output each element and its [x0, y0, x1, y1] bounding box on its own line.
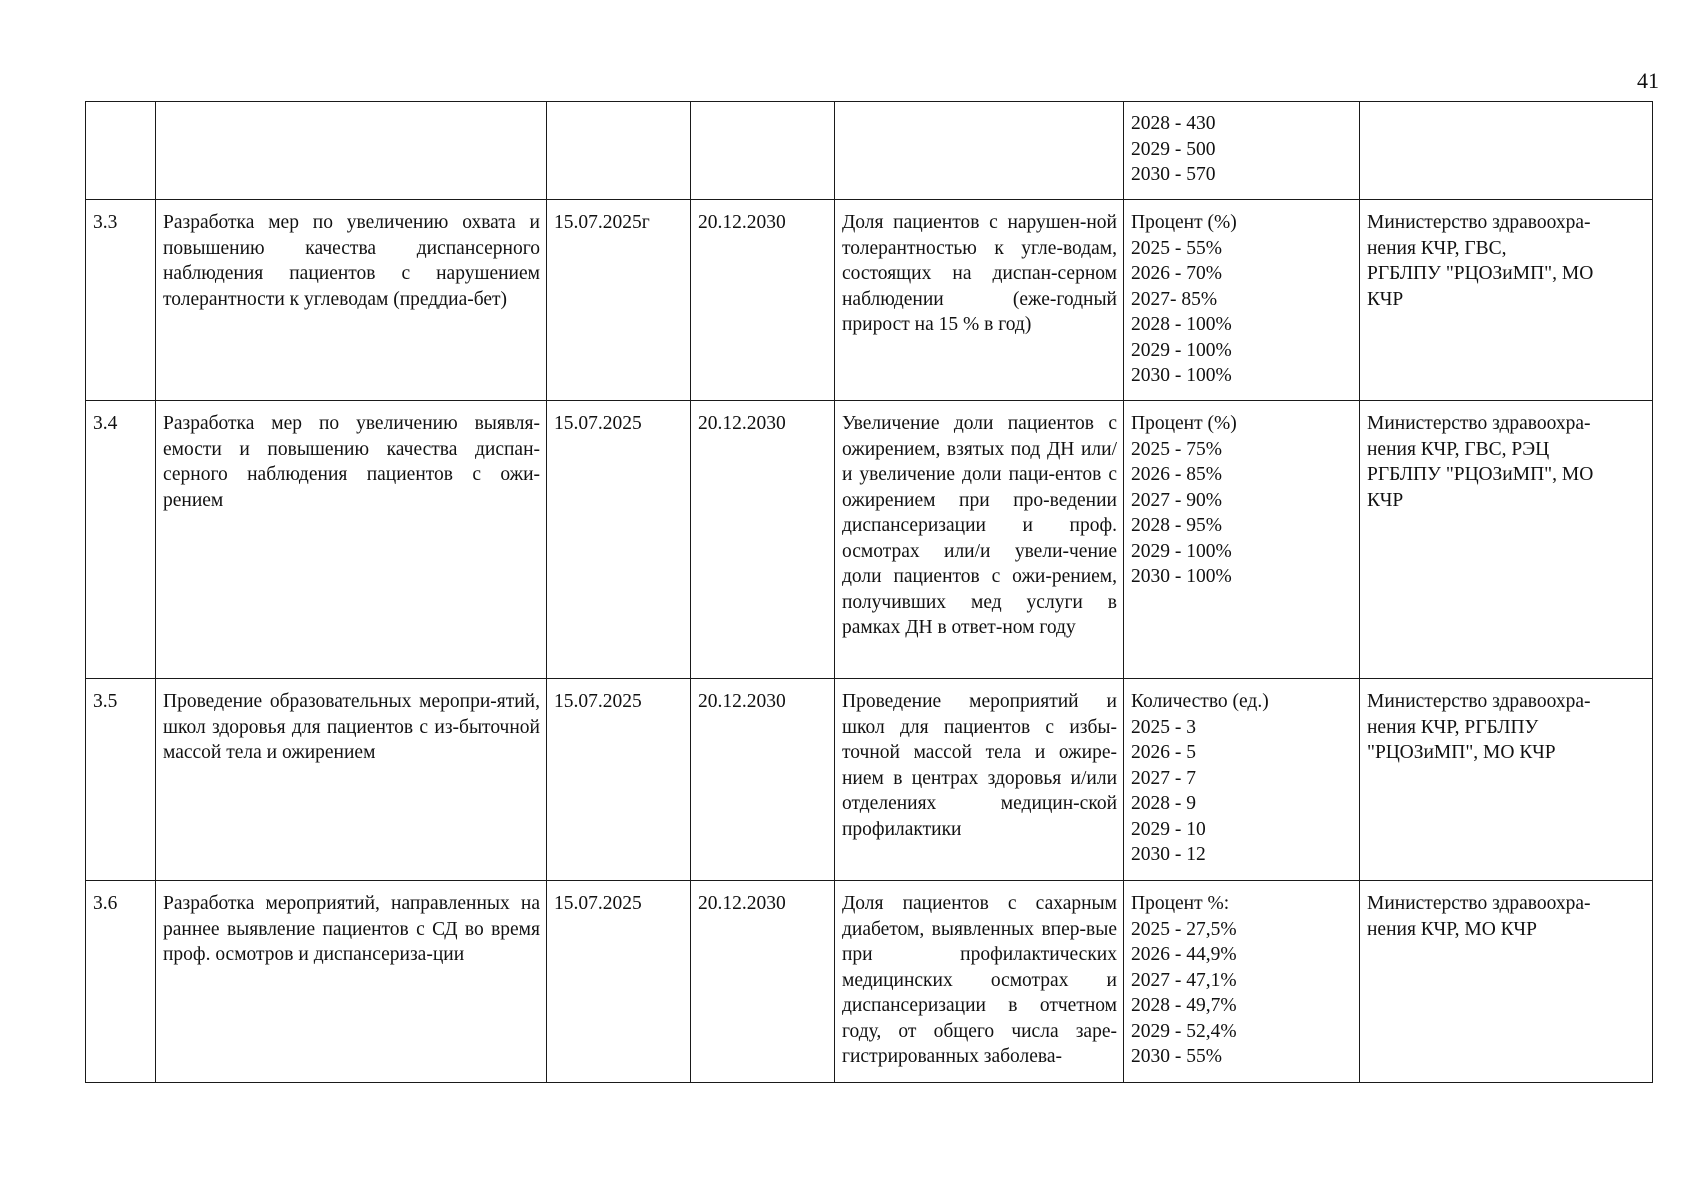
cell-values	[1124, 200, 1360, 401]
responsible-line: КЧР	[1367, 489, 1404, 511]
cell-end-date: 20.12.2030	[691, 401, 835, 679]
cell-responsible	[1360, 200, 1653, 401]
responsible-line: нения КЧР, РГБЛПУ	[1367, 716, 1539, 738]
cell-values	[1124, 881, 1360, 1083]
cell-activity	[156, 102, 547, 200]
value-line: 2026 - 70%	[1131, 263, 1222, 284]
value-line: 2029 - 10	[1131, 818, 1206, 840]
table-row	[86, 679, 1653, 881]
value-line: 2028 - 430	[1131, 113, 1216, 134]
value-line: 2029 - 52,4%	[1131, 1020, 1237, 1042]
value-line: 2028 - 95%	[1131, 515, 1222, 536]
cell-start-date	[547, 102, 691, 200]
responsible-line: нения КЧР, ГВС, РЭЦ	[1367, 438, 1550, 460]
cell-values	[1124, 102, 1360, 200]
cell-end-date	[691, 102, 835, 200]
cell-num: 3.4	[86, 401, 156, 679]
cell-indicator	[835, 102, 1124, 200]
value-line: 2025 - 27,5%	[1131, 918, 1237, 940]
responsible-line: Министерство здравоохра-	[1367, 413, 1591, 434]
cell-values	[1124, 679, 1360, 881]
cell-start-date: 15.07.2025г	[547, 200, 691, 401]
cell-indicator: Доля пациентов с сахарным диабетом, выявленных впер-вые при профилактических медицинских осмотрах и диспансеризации в отчетном году, от общего числа заре-гистрированных заболева-	[835, 881, 1124, 1083]
cell-activity: Разработка мер по увеличению выявля-емости и повышению качества диспан-серного наблюдения пациентов с ожи-рением	[156, 401, 547, 679]
cell-activity: Разработка мер по увеличению охвата и повышению качества диспансерного наблюдения пациентов с нарушением толерантности к углеводам (преддиа-бет)	[156, 200, 547, 401]
cell-num	[86, 102, 156, 200]
value-line: 2029 - 100%	[1131, 540, 1232, 562]
table-row	[86, 200, 1653, 401]
value-line: 2026 - 85%	[1131, 464, 1222, 485]
value-line: 2030 - 100%	[1131, 566, 1232, 587]
page-number: 41	[1637, 68, 1659, 93]
responsible-line: РГБЛПУ "РЦОЗиМП", МО	[1367, 464, 1594, 485]
value-line: 2030 - 12	[1131, 844, 1206, 865]
value-line: 2026 - 44,9%	[1131, 944, 1237, 965]
value-line: 2025 - 55%	[1131, 237, 1222, 259]
value-line: 2030 - 55%	[1131, 1046, 1222, 1067]
value-line: 2027- 85%	[1131, 288, 1218, 310]
value-line: 2027 - 47,1%	[1131, 969, 1237, 991]
cell-indicator: Проведение мероприятий и школ для пациентов с избы-точной массой тела и ожире-нием в центрах здоровья и/или отделениях медицин-ской профилактики	[835, 679, 1124, 881]
cell-start-date: 15.07.2025	[547, 679, 691, 881]
responsible-line: КЧР	[1367, 288, 1404, 310]
value-line: 2030 - 100%	[1131, 365, 1232, 386]
value-line: Процент (%)	[1131, 212, 1237, 233]
value-line: 2029 - 500	[1131, 138, 1216, 160]
responsible-line: нения КЧР, МО КЧР	[1367, 918, 1537, 940]
value-line: 2029 - 100%	[1131, 339, 1232, 361]
responsible-line: Министерство здравоохра-	[1367, 212, 1591, 233]
value-line: 2028 - 49,7%	[1131, 995, 1237, 1016]
cell-responsible	[1360, 881, 1653, 1083]
table-row	[86, 401, 1653, 679]
value-line: 2025 - 75%	[1131, 438, 1222, 460]
cell-end-date: 20.12.2030	[691, 881, 835, 1083]
responsible-line: Министерство здравоохра-	[1367, 893, 1591, 914]
cell-values	[1124, 401, 1360, 679]
value-line: 2025 - 3	[1131, 716, 1196, 738]
responsible-line: РГБЛПУ "РЦОЗиМП", МО	[1367, 263, 1594, 284]
cell-activity: Разработка мероприятий, направленных на раннее выявление пациентов с СД во время проф. осмотров и диспансериза-ции	[156, 881, 547, 1083]
cell-num: 3.3	[86, 200, 156, 401]
cell-indicator: Доля пациентов с нарушен-ной толерантностью к угле-водам, состоящих на диспан-серном наблюдении (еже-годный прирост на 15 % в год)	[835, 200, 1124, 401]
cell-responsible	[1360, 401, 1653, 679]
value-line: Процент (%)	[1131, 413, 1237, 434]
value-line: Количество (ед.)	[1131, 691, 1269, 712]
value-line: 2028 - 9	[1131, 793, 1196, 814]
value-line: 2027 - 7	[1131, 767, 1196, 789]
cell-end-date: 20.12.2030	[691, 200, 835, 401]
value-line: 2026 - 5	[1131, 742, 1196, 763]
table-row	[86, 881, 1653, 1083]
responsible-line: Министерство здравоохра-	[1367, 691, 1591, 712]
cell-num: 3.6	[86, 881, 156, 1083]
value-line: Процент %:	[1131, 893, 1230, 914]
cell-start-date: 15.07.2025	[547, 881, 691, 1083]
measures-table	[85, 101, 1653, 1083]
cell-activity: Проведение образовательных меропри-ятий, школ здоровья для пациентов с из-быточной массой тела и ожирением	[156, 679, 547, 881]
cell-responsible	[1360, 679, 1653, 881]
cell-start-date: 15.07.2025	[547, 401, 691, 679]
cell-responsible	[1360, 102, 1653, 200]
value-line: 2027 - 90%	[1131, 489, 1222, 511]
table-row-continuation	[86, 102, 1653, 200]
responsible-line: нения КЧР, ГВС,	[1367, 237, 1507, 259]
cell-num: 3.5	[86, 679, 156, 881]
responsible-line: "РЦОЗиМП", МО КЧР	[1367, 742, 1556, 763]
value-line: 2028 - 100%	[1131, 314, 1232, 335]
cell-indicator: Увеличение доли пациентов с ожирением, взятых под ДН или/и увеличение доли паци-ентов с ожирением при про-ведении диспансеризации и проф. осмотрах или/и увели-чение доли пациентов с ожи-рением, получивших мед услуги в рамках ДН в ответ-ном году	[835, 401, 1124, 679]
value-line: 2030 - 570	[1131, 164, 1216, 185]
cell-end-date: 20.12.2030	[691, 679, 835, 881]
